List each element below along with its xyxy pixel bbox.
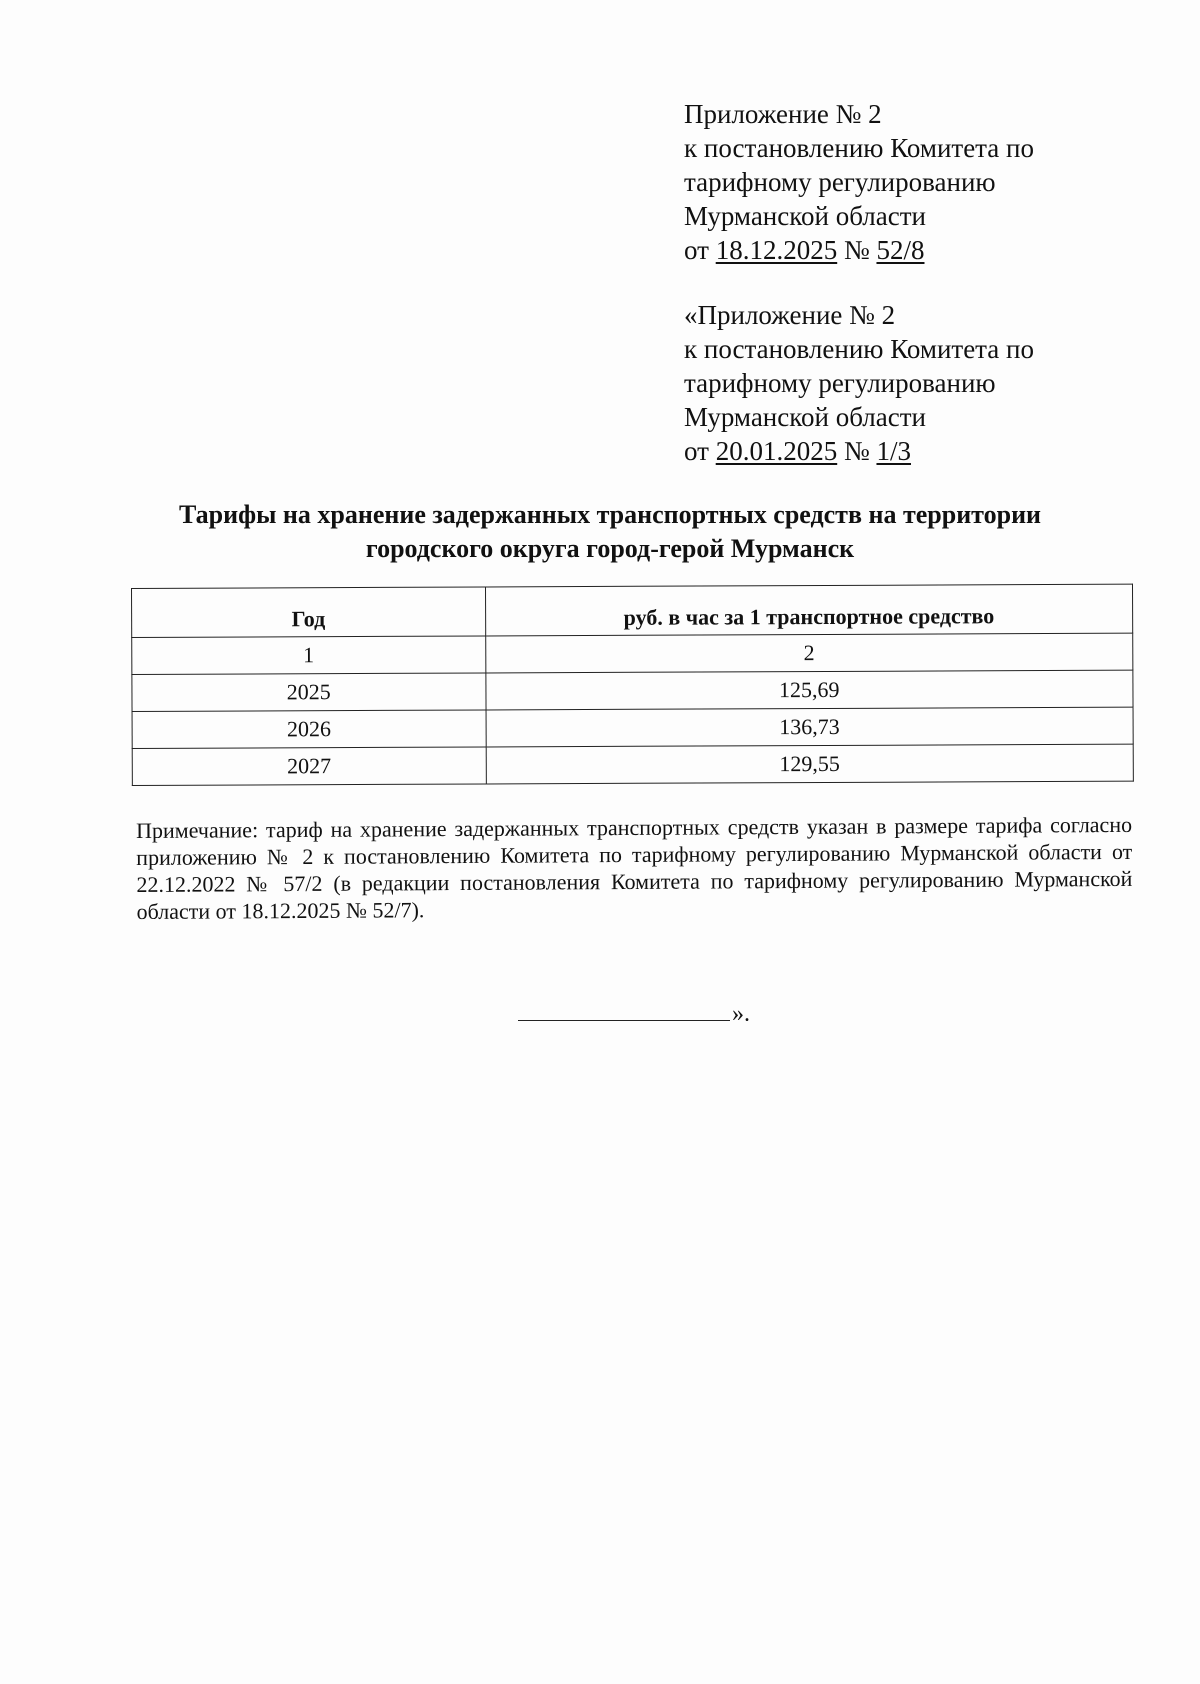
- resolution-number: 52/8: [876, 235, 925, 265]
- document-title: [110, 498, 1110, 566]
- appendix-reference-line: Мурманской области: [684, 402, 926, 432]
- closing-quote-mark: ».: [732, 1001, 750, 1027]
- year-cell: 2026: [132, 710, 486, 749]
- column-header-rate: руб. в час за 1 транспортное средство: [485, 584, 1133, 636]
- resolution-date: 18.12.2025: [715, 235, 838, 265]
- appendix-title: Приложение № 2: [684, 99, 882, 129]
- appendix-reference-line: к постановлению Комитета по: [684, 133, 1034, 163]
- resolution-date: 20.01.2025: [715, 436, 838, 466]
- title-line: Тарифы на хранение задержанных транспортных средств на территории: [178, 500, 1042, 529]
- table-row: [132, 670, 1133, 711]
- rate-cell: 129,55: [486, 744, 1134, 784]
- number-prefix: №: [837, 436, 877, 466]
- title-line: городского округа город-герой Мурманск: [365, 534, 855, 563]
- resolution-number: 1/3: [876, 436, 911, 466]
- column-index-cell: 2: [485, 633, 1133, 673]
- appendix-date-line: [684, 434, 1124, 468]
- appendix-reference-line: к постановлению Комитета по: [684, 334, 1034, 364]
- table-header-row: [132, 584, 1133, 637]
- appendix-header-current: [684, 97, 1124, 267]
- year-cell: 2027: [132, 747, 486, 786]
- table-row: [132, 744, 1133, 785]
- number-prefix: №: [837, 235, 877, 265]
- appendix-reference-line: тарифному регулированию: [684, 167, 996, 197]
- rate-cell: 136,73: [486, 707, 1134, 747]
- date-prefix: от: [684, 235, 716, 265]
- footnote-remark: Примечание: тариф на хранение задержанных транспортных средств указан в размере тарифа согласно приложению № 2 к постановлению Комитета по тарифному регулированию Мурманской области от 22.12.2022 № 57/2 (в редакции постановления Комитета по тарифному регулированию Мурманской области от 18.12.2025 № 52/7).: [136, 811, 1133, 924]
- year-cell: 2025: [132, 673, 486, 712]
- column-index-cell: 1: [132, 636, 486, 675]
- table-index-row: [132, 633, 1133, 674]
- appendix-reference-line: Мурманской области: [684, 201, 926, 231]
- signature-rule: [518, 1000, 730, 1021]
- date-prefix: от: [684, 436, 716, 466]
- appendix-title: «Приложение № 2: [684, 300, 896, 330]
- table-row: [132, 707, 1133, 748]
- appendix-reference-line: тарифному регулированию: [684, 368, 996, 398]
- appendix-header-original: [684, 298, 1124, 468]
- rate-cell: 125,69: [485, 670, 1133, 710]
- tariff-table: [131, 584, 1134, 786]
- column-header-year: Год: [132, 587, 486, 638]
- appendix-date-line: [684, 233, 1124, 267]
- closing-line: [518, 1000, 750, 1028]
